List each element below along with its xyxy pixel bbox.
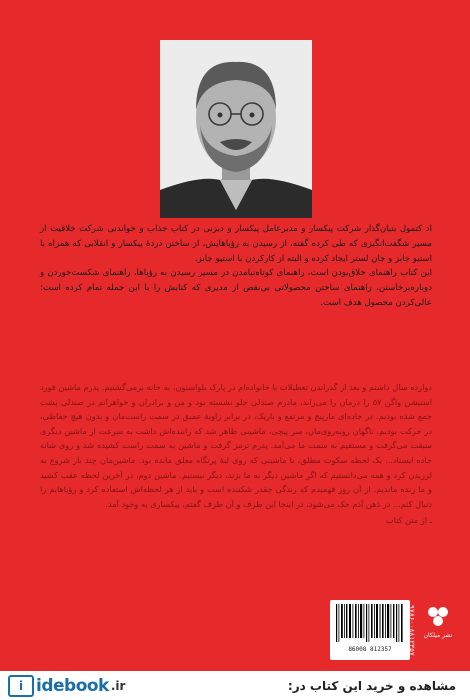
footer-bar[interactable] <box>0 671 470 700</box>
publisher-logo <box>418 604 458 654</box>
excerpt-text: دوازده سال داشتم و بعد از گذراندن تعطیلات با خانواده‌ام در پارک یلواستون، به خانه برمی‌گشتیم. پدرم ماشین فورد استیشن واگن ۵۷ را درمان را می‌راند، مادرم صندلی جلو نشسته بود و من و برادران و خواهرانم در صندلی پشت جمع شده بودیم. در جاده‌ای مارپیچ و مرتفع و باریک، در برابر زاویهٔ عمیق در سمت راست‌مان و بدون هیچ حفاظی، در حرکت بودیم. ناگهان روبه‌روی‌مان، سر پیچی، ماشینی ظاهر شد که راننده‌اش داشت به سرعت از ماشین دیگری سبقت می‌گرفت و مستقیم به سمت ما می‌آمد. پدرم ترمز گرفت و ماشین به سمت راست کشیده شد و روی شانه جاده ایستاد... یک لحظه سکوت مطلق، با ماشینی که روی لبهٔ پرتگاه معلق مانده بود. ماشین‌مان چند بار شروع به لرزیدن کرد و همه می‌دانستیم که اگر ماشین دیگر به ما بزند، دیگر نیستیم. ماشین دوم، در آخرین لحظه عقب کشید و ما زنده ماندیم. از آن روز فهمیدم که زندگی چقدر شکننده است و باید از هر لحظه‌اش استفاده کرد و رؤیاهایم را دنبال کنم... در ذهن آدم حک می‌شود، در اینجا این طرف و آن طرف گفتم، پیکساری به وجود آمد. <box>40 382 432 509</box>
excerpt-source: ـ از متن کتاب <box>385 515 432 526</box>
publisher-name: نشر میلکان <box>423 632 453 639</box>
bio-paragraph-1: اد کتمول بنیان‌گذار شرکت پیکسار و مدیرعامل پیکسار و دیزنی در کتاب جذاب و خواندنی شرکت خلاقیت از مسیر شگفت‌انگیزی که طی کرده گفته، از رسیدن به رؤیاهایش، از ساختن دردهٔ پیکسار و انقلابی که همراه با استیو جابز و جان لستر ایجاد کرده و البته از کارکردن با استیو جابز. <box>40 224 432 264</box>
author-bio <box>40 222 432 311</box>
barcode-number: 86008 812357 <box>348 646 392 653</box>
brand-tld: .ir <box>110 678 126 693</box>
publisher-logo-icon <box>423 604 453 630</box>
idebook-logo[interactable] <box>8 675 125 697</box>
barcode-icon <box>330 600 410 646</box>
book-excerpt <box>40 380 432 528</box>
portrait-illustration <box>160 40 312 218</box>
idebook-logo-icon: i <box>8 675 34 697</box>
author-photo <box>160 40 312 218</box>
bio-paragraph-2: این کتاب راهنمای خلاق‌بودن است، راهنمای کوتاه‌نیامدن در مسیر رسیدن به رؤیاها، راهنمای شکست‌خوردن و دوباره‌برخاستن، راهنمای ساختن محصولاتی بی‌نقص از مدیری که کتابش را با این جمله تمام کرده است: عالی‌کردن محصول هدف است. <box>40 268 432 308</box>
brand-name: idebook <box>36 675 109 696</box>
isbn-vertical: ۹۷۸۶۰۰۸۸۱۲۳۵۷ <box>408 605 416 656</box>
buy-link-text[interactable]: مشاهده و خرید این کتاب در: <box>287 678 456 693</box>
